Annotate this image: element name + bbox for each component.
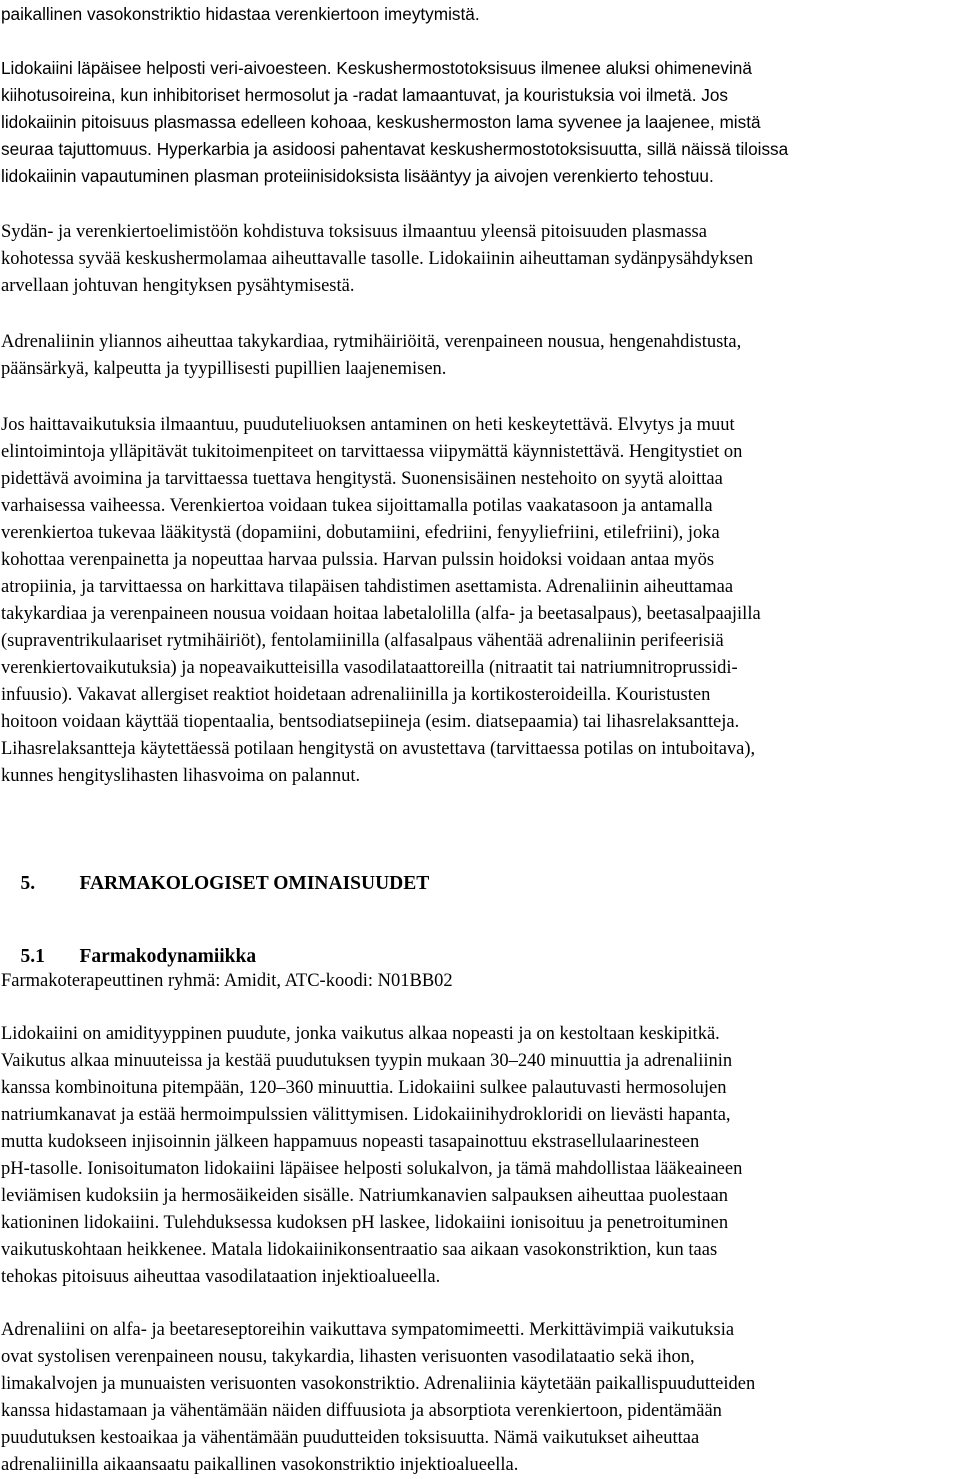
text-line: kohottaa verenpainetta ja nopeuttaa harvaa pulssia. Harvan pulssin hoidoksi voidaan antaa myös xyxy=(1,550,715,570)
text-line: kationinen lidokaiini. Tulehduksessa kudoksen pH laskee, lidokaiini ionisoituu ja penetroituminen xyxy=(1,1213,729,1233)
text-line: hoitoon voidaan käyttää tiopentaalia, bentsodiatsepiineja (esim. diatsepaamia) tai lihasrelaksantteja. xyxy=(1,712,740,732)
text-line: Jos haittavaikutuksia ilmaantuu, puuduteliuoksen antaminen on heti keskeytettävä. Elvytys ja muut xyxy=(1,415,735,435)
text-line: Sydän- ja verenkiertoelimistöön kohdistuva toksisuus ilmaantuu yleensä pitoisuuden plasmassa xyxy=(1,222,707,242)
text-line: natriumkanavat ja estää hermoimpulssien välittymisen. Lidokaiinihydrokloridi on lievästi hapanta, xyxy=(1,1105,731,1125)
paragraph-intro xyxy=(1,1,959,28)
text-line: lidokaiinin vapautuminen plasman proteiinisidoksista lisääntyy ja aivojen verenkierto tehostuu. xyxy=(1,166,714,186)
text-line: paikallinen vasokonstriktio hidastaa verenkiertoon imeytymistä. xyxy=(1,4,480,24)
section-title: Farmakodynamiikka xyxy=(79,946,257,967)
text-line: pH-tasolle. Ionisoitumaton lidokaiini läpäisee helposti solukalvon, ja tämä mahdollistaa lääkeaineen xyxy=(1,1159,743,1179)
text-line: atropiinia, ja tarvittaessa on harkittava tilapäisen tahdistimen asettamista. Adrenaliinin aiheuttamaa xyxy=(1,577,734,597)
text-line: Adrenaliinin yliannos aiheuttaa takykardiaa, rytmihäiriöitä, verenpaineen nousua, hengenahdistusta, xyxy=(1,332,742,352)
paragraph-lidocaine xyxy=(1,1021,959,1291)
text-line: kanssa hidastamaan ja vähentämään näiden diffuusiota ja absorptiota verenkiertoon, pidentämään xyxy=(1,1401,722,1421)
text-line: Farmakoterapeuttinen ryhmä: Amidit, ATC-koodi: N01BB02 xyxy=(1,971,453,991)
text-line: verenkiertoa tukevaa lääkitystä (dopamiini, dobutamiini, efedriini, fenyyliefriini, etilefriini), joka xyxy=(1,523,720,543)
text-line: ovat systolisen verenpaineen nousu, takykardia, lihasten verisuonten vasodilataatio sekä ihon, xyxy=(1,1347,695,1367)
paragraph-adrenaline-overdose xyxy=(1,329,959,383)
text-line: vaikutuskohtaan heikkenee. Matala lidokaiinikonsentraatio saa aikaan vasokonstriktion, kun taas xyxy=(1,1240,718,1260)
text-line: Vaikutus alkaa minuuteissa ja kestää puudutuksen tyypin mukaan 30–240 minuuttia ja adrenaliinin xyxy=(1,1051,733,1071)
text-line: varhaisessa vaiheessa. Verenkiertoa voidaan tukea sijoittamalla potilas vaakatasoon ja antamalla xyxy=(1,496,713,516)
text-line: mutta kudokseen injisoinnin jälkeen happamuus nopeasti tasapainottuu ekstrasellulaarinesteen xyxy=(1,1132,700,1152)
text-line: Lihasrelaksantteja käytettäessä potilaan hengitystä on avustettava (tarvittaessa potilas on intuboitava), xyxy=(1,739,756,759)
section-number: 5. xyxy=(20,873,36,894)
paragraph-adrenaline xyxy=(1,1317,959,1479)
text-line: päänsärkyä, kalpeutta ja tyypillisesti pupillien laajenemisen. xyxy=(1,359,447,379)
section-number: 5.1 xyxy=(20,946,45,967)
text-line: puudutuksen kestoaikaa ja vähentämään puudutteiden toksisuutta. Nämä vaikutukset aiheuttaa xyxy=(1,1428,700,1448)
text-line: kunnes hengityslihasten lihasvoima on palannut. xyxy=(1,766,361,786)
text-line: arvellaan johtuvan hengityksen pysähtymisestä. xyxy=(1,276,355,296)
text-line: kohotessa syvää keskushermolamaa aiheuttavalle tasolle. Lidokaiinin aiheuttaman sydänpysähdyksen xyxy=(1,249,754,269)
text-line: elintoimintoja ylläpitävät tukitoimenpiteet on tarvittaessa viipymättä käynnistettävä. Hengitystiet on xyxy=(1,442,743,462)
text-line: adrenaliinilla aikaansaatu paikallinen vasokonstriktio injektioalueella. xyxy=(1,1455,519,1475)
text-line: infuusio). Vakavat allergiset reaktiot hoidetaan adrenaliinilla ja kortikosteroideilla. Kouristusten xyxy=(1,685,711,705)
text-line: seuraa tajuttomuus. Hyperkarbia ja asidoosi pahentavat keskushermostotoksisuutta, sillä näissä tiloissa xyxy=(1,139,789,159)
paragraph-cns-toxicity xyxy=(1,55,959,190)
text-line: leviämisen kudoksiin ja hermosäikeiden sisälle. Natriumkanavien salpauksen aiheuttaa puolestaan xyxy=(1,1186,728,1206)
text-line: Lidokaiini läpäisee helposti veri-aivoesteen. Keskushermostotoksisuus ilmenee aluksi ohimenevinä xyxy=(1,58,752,78)
paragraph-atc-code xyxy=(1,968,959,995)
text-line: pidettävä avoimina ja tarvittaessa tuettava hengitystä. Suonensisäinen nestehoito on syytä aloittaa xyxy=(1,469,723,489)
text-line: verenkiertovaikutuksia) ja nopeavaikutteisilla vasodilataattoreilla (nitraatit tai natriumnitroprussidi- xyxy=(1,658,738,678)
text-line: lidokaiinin pitoisuus plasmassa edelleen kohoaa, keskushermoston lama syvenee ja laajenee, mistä xyxy=(1,112,761,132)
text-line: limakalvojen ja munuaisten verisuonten vasokonstriktio. Adrenaliinia käytetään paikallispuudutteiden xyxy=(1,1374,756,1394)
text-line: takykardiaa ja verenpaineen nousua voidaan hoitaa labetalolilla (alfa- ja beetasalpaus), beetasalpaajilla xyxy=(1,604,761,624)
section-title: FARMAKOLOGISET OMINAISUUDET xyxy=(79,873,430,894)
section-heading-5 xyxy=(1,843,429,924)
text-line: Lidokaiini on amidityyppinen puudute, jonka vaikutus alkaa nopeasti ja on kestoltaan keskipitkä. xyxy=(1,1024,720,1044)
text-line: kanssa kombinoituna pitempään, 120–360 minuuttia. Lidokaiini sulkee palautuvasti hermosolujen xyxy=(1,1078,727,1098)
paragraph-treatment xyxy=(1,412,959,790)
text-line: (supraventrikulaariset rytmihäiriöt), fentolamiinilla (alfasalpaus vähentää adrenaliinin perifeerisiä xyxy=(1,631,724,651)
text-line: kiihotusoireina, kun inhibitoriset hermosolut ja -radat lamaantuvat, ja kouristuksia voi ilmetä. Jos xyxy=(1,85,728,105)
paragraph-cardiovascular-toxicity xyxy=(1,219,959,300)
text-line: tehokas pitoisuus aiheuttaa vasodilataation injektioalueella. xyxy=(1,1267,441,1287)
text-line: Adrenaliini on alfa- ja beetareseptoreihin vaikuttava sympatomimeetti. Merkittävimpiä vaikutuksia xyxy=(1,1320,735,1340)
